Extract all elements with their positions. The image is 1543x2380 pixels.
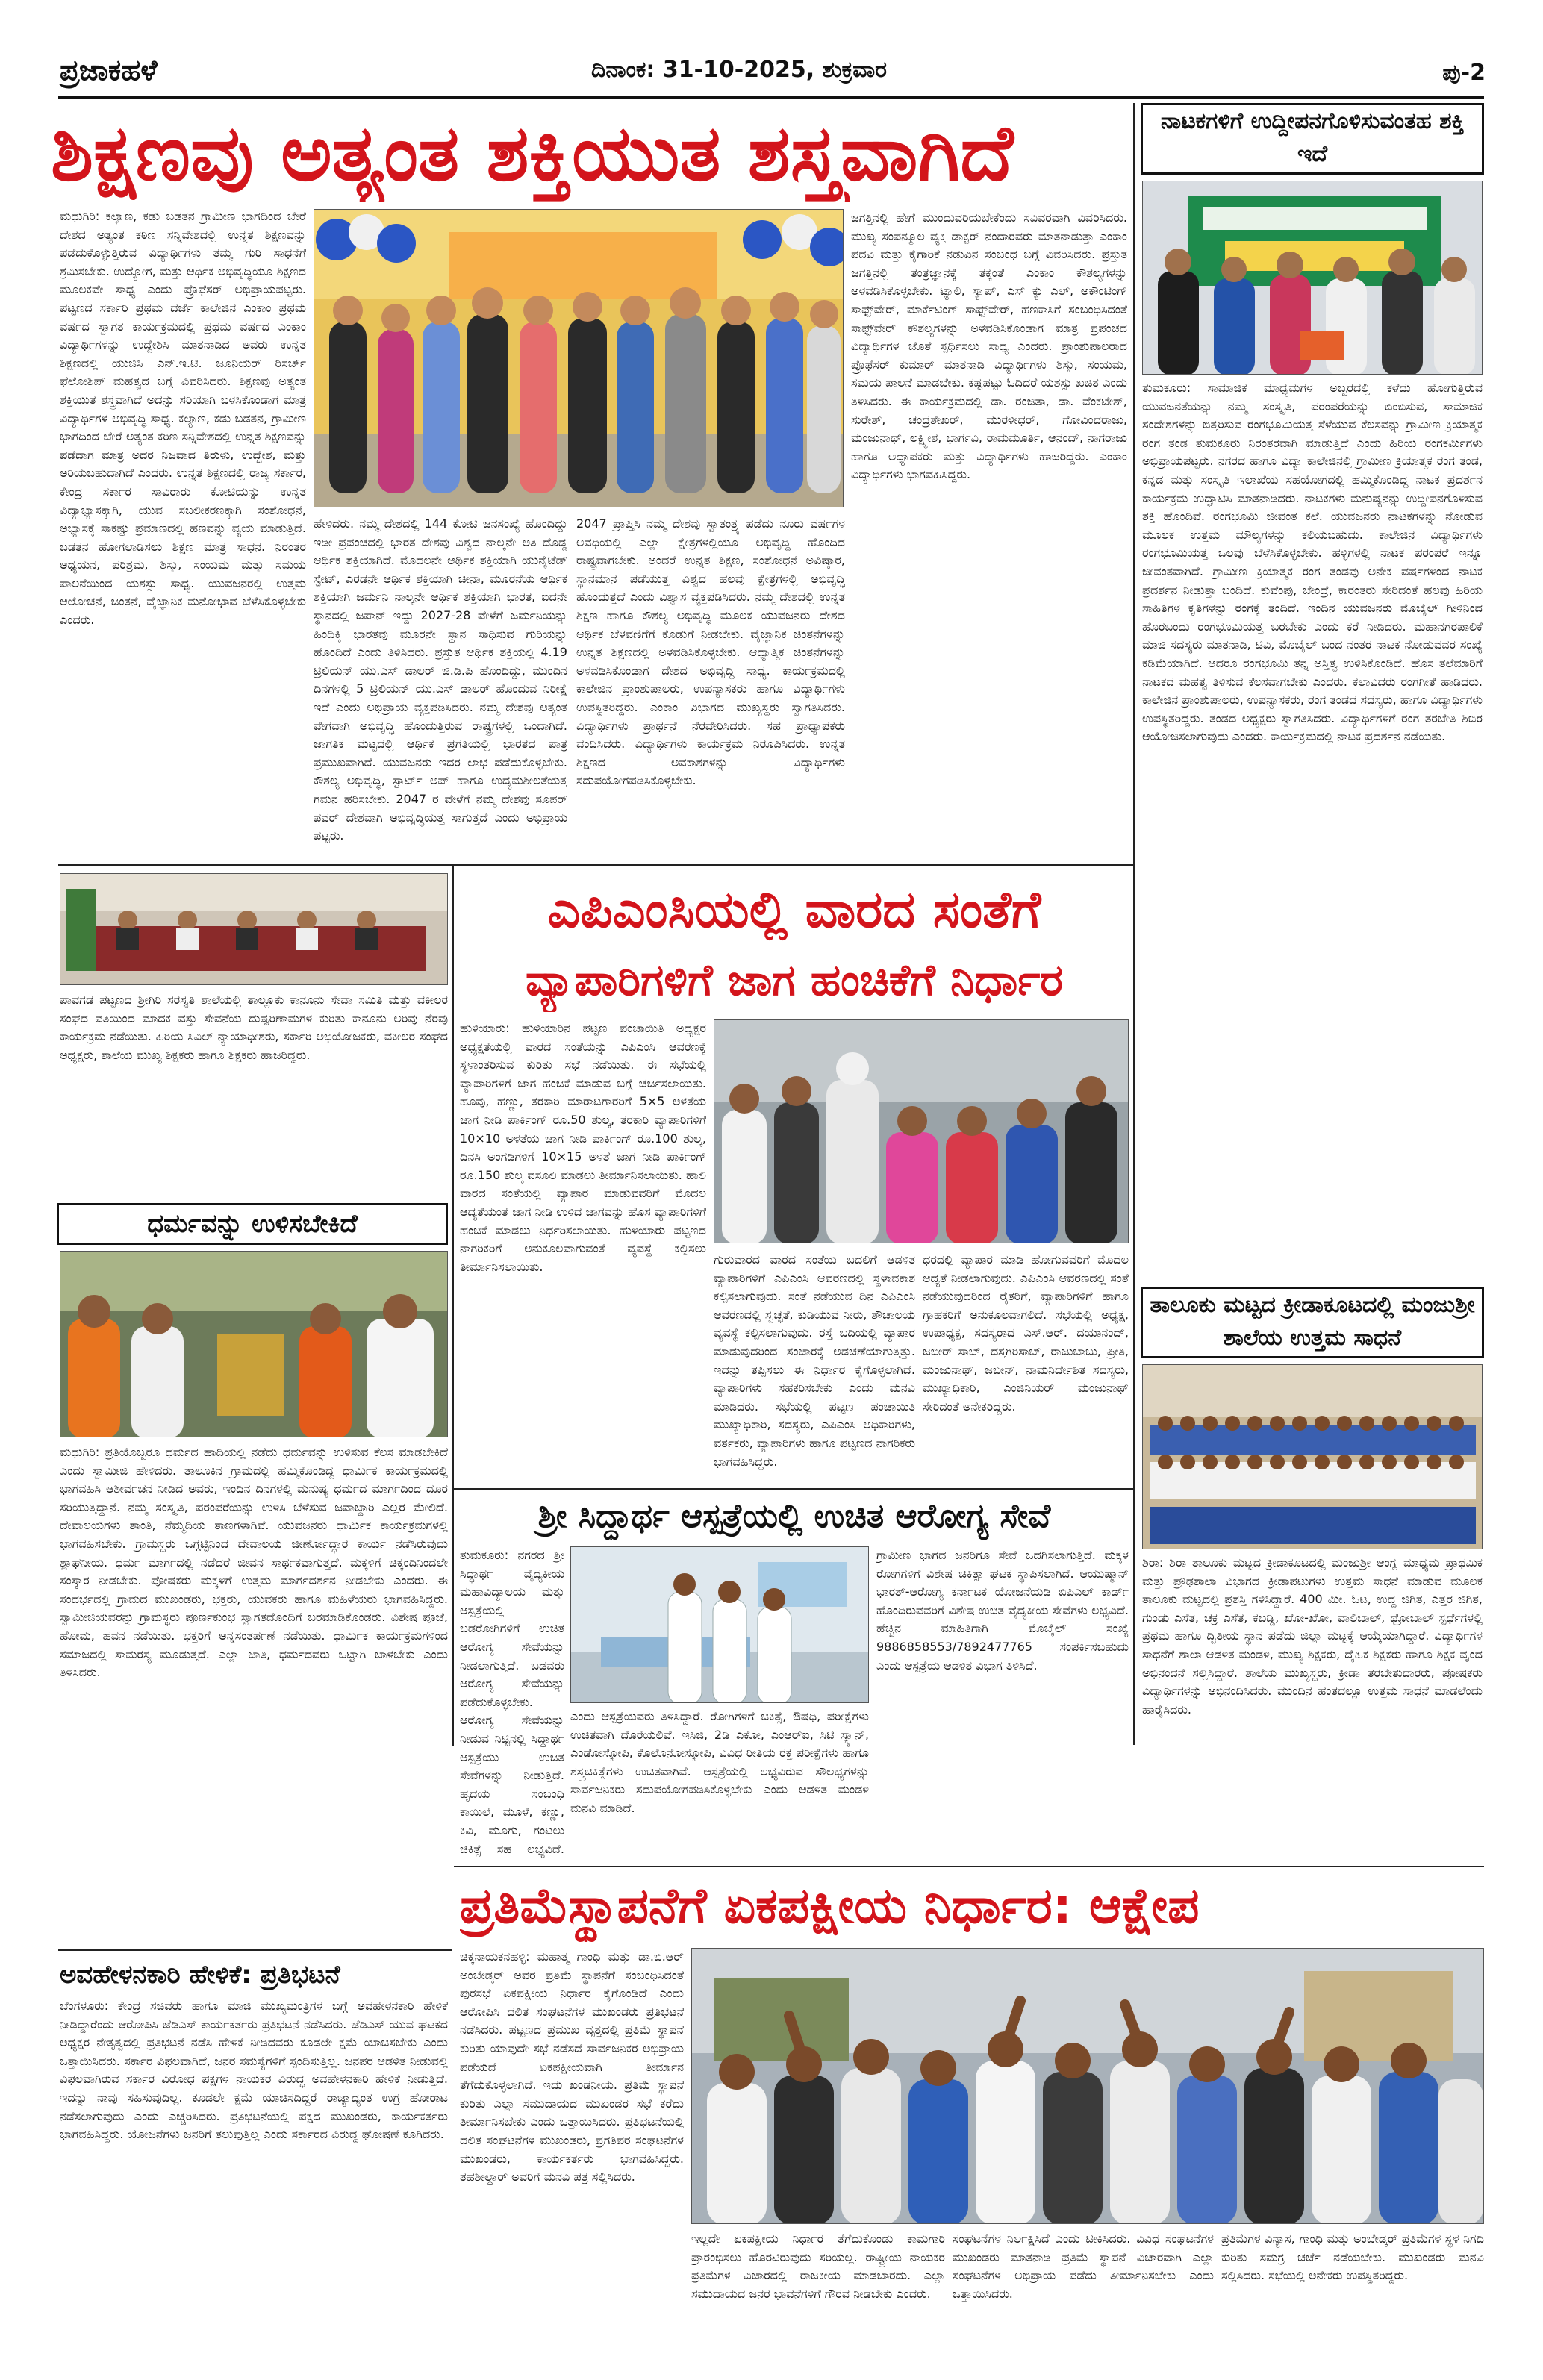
protest-text: ಬೆಂಗಳೂರು: ಕೇಂದ್ರ ಸಚಿವರು ಹಾಗೂ ಮಾಜಿ ಮುಖ್ಯಮಂತ್ರಿಗಳ ಬಗ್ಗೆ ಅವಹೇಳನಕಾರಿ ಹೇಳಿಕೆ ನೀಡಿದ್ದಾರೆಂದು ಆರೋಪಿಸಿ ಜೆಡಿಎಸ್ ಕಾರ್ಯಕರ್ತರು ಪ್ರತಿಭಟನೆ ನಡೆಸಿದರು. ಜೆಡಿಎಸ್ ಯುವ ಘಟಕದ ಅಧ್ಯಕ್ಷರ ನೇತೃತ್ವದಲ್ಲಿ ಪ್ರತಿಭಟನೆ ನಡೆಸಿ ಹೇಳಿಕೆ ನೀಡಿದವರು ಕೂಡಲೇ ಕ್ಷಮೆ ಯಾಚಿಸಬೇಕು ಎಂದು ಒತ್ತಾಯಿಸಿದರು. ಸರ್ಕಾರ ವಿಫಲವಾಗಿದೆ, ಜನರ ಸಮಸ್ಯೆಗಳಿಗೆ ಸ್ಪಂದಿಸುತ್ತಿಲ್ಲ. ಜನಪರ ಆಡಳಿತ ನೀಡುವಲ್ಲಿ ವಿಫಲವಾಗಿರುವ ಸರ್ಕಾರ ವಿರೋಧ ಪಕ್ಷಗಳ ನಾಯಕರ ವಿರುದ್ಧ ಅವಹೇಳನಕಾರಿ ಹೇಳಿಕೆ ನೀಡುತ್ತಿದೆ. ಇದನ್ನು ನಾವು ಸಹಿಸುವುದಿಲ್ಲ. ಕೂಡಲೇ ಕ್ಷಮೆ ಯಾಚಿಸದಿದ್ದರೆ ರಾಜ್ಯಾದ್ಯಂತ ಉಗ್ರ ಹೋರಾಟ ನಡೆಸಲಾಗುವುದು ಎಂದು ಎಚ್ಚರಿಸಿದರು. ಪ್ರತಿಭಟನೆಯಲ್ಲಿ ಪಕ್ಷದ ಮುಖಂಡರು, ಕಾರ್ಯಕರ್ತರು ಭಾಗವಹಿಸಿದ್ದರು. ಯೋಜನೆಗಳು ಜನರಿಗೆ ತಲುಪುತ್ತಿಲ್ಲ ಎಂದು ಸರ್ಕಾರದ ವಿರುದ್ಧ ಘೋಷಣೆ ಕೂಗಿದರು. [60,1999,448,2142]
lead-headline: ಶಿಕ್ಷಣವು ಅತ್ಯಂತ ಶಕ್ತಿಯುತ ಶಸ್ತ್ರವಾಗಿದೆ [51,107,1014,199]
apmc-photo-meeting [714,1019,1129,1243]
issue-date: ದಿನಾಂಕ: 31-10-2025, ಶುಕ್ರವಾರ [590,57,888,83]
section-divider [454,1866,1484,1867]
sports-headline: ತಾಲೂಕು ಮಟ್ಟದ ಕ್ರೀಡಾಕೂಟದಲ್ಲಿ ಮಂಜುಶ್ರೀ ಶಾಲೆಯ ಉತ್ತಮ ಸಾಧನೆ [1150,1292,1475,1351]
statue-text-col4: ಪ್ರತಿಮೆಗಳ ವಿನ್ಯಾಸ, ಗಾಂಧಿ ಮತ್ತು ಅಂಬೇಡ್ಕರ್ ಪ್ರತಿಮೆಗಳ ಸ್ಥಳ ನಿಗದಿ ಕುರಿತು ಸಮಗ್ರ ಚರ್ಚೆ ನಡೆಯಬೇಕು. ಮುಖಂಡರು ಮನವಿ ಸಲ್ಲಿಸಿದರು. ಸಭೆಯಲ್ಲಿ ಅನೇಕರು ಉಪಸ್ಥಿತರಿದ್ದರು. [1221,2231,1484,2283]
theatre-photo-felicitation [1142,181,1483,375]
hospital-photo-ward [570,1546,869,1703]
hospital-text-col2: ಎಂದು ಆಸ್ಪತ್ರೆಯವರು ತಿಳಿಸಿದ್ದಾರೆ. ರೋಗಿಗಳಿಗೆ ಚಿಕಿತ್ಸೆ, ಔಷಧಿ, ಪರೀಕ್ಷೆಗಳು ಉಚಿತವಾಗಿ ದೊರೆಯಲಿವೆ. ಇಸಿಜಿ, 2ಡಿ ಎಕೋ, ಎಂಆರ್‌ಐ, ಸಿಟಿ ಸ್ಕ್ಯಾನ್, ಎಂಡೋಸ್ಕೋಪಿ, ಕೊಲೊನೋಸ್ಕೋಪಿ, ವಿವಿಧ ರೀತಿಯ ರಕ್ತ ಪರೀಕ್ಷೆಗಳು ಹಾಗೂ ಶಸ್ತ್ರಚಿಕಿತ್ಸೆಗಳು ಉಚಿತವಾಗಿವೆ. ಆಸ್ಪತ್ರೆಯಲ್ಲಿ ಲಭ್ಯವಿರುವ ಸೌಲಭ್ಯಗಳನ್ನು ಸಾರ್ವಜನಿಕರು ಸದುಪಯೋಗಪಡಿಸಿಕೊಳ್ಳಬೇಕು ಎಂದು ಆಡಳಿತ ಮಂಡಳಿ ಮನವಿ ಮಾಡಿದೆ. [570,1709,869,1815]
statue-headline: ಪ್ರತಿಮೆಸ್ಥಾಪನೆಗೆ ಏಕಪಕ್ಷೀಯ ನಿರ್ಧಾರ: ಆಕ್ಷೇಪ [460,1877,1200,1934]
section-divider [58,864,1133,866]
apmc-text-col1: ಹುಳಿಯಾರು: ಹುಳಿಯಾರಿನ ಪಟ್ಟಣ ಪಂಚಾಯಿತಿ ಅಧ್ಯಕ್ಷರ ಅಧ್ಯಕ್ಷತೆಯಲ್ಲಿ ವಾರದ ಸಂತೆಯನ್ನು ಎಪಿಎಂಸಿ ಆವರಣಕ್ಕೆ ಸ್ಥಳಾಂತರಿಸುವ ಕುರಿತು ಸಭೆ ನಡೆಯಿತು. ಈ ಸಭೆಯಲ್ಲಿ ವ್ಯಾಪಾರಿಗಳಿಗೆ ಜಾಗ ಹಂಚಿಕೆ ಮಾಡುವ ಬಗ್ಗೆ ಚರ್ಚಿಸಲಾಯಿತು. ಹೂವು, ಹಣ್ಣು, ತರಕಾರಿ ಮಾರಾಟಗಾರರಿಗೆ 5×5 ಅಳತೆಯ ಜಾಗ ನೀಡಿ ಪಾರ್ಕಿಂಗ್ ರೂ.50 ಶುಲ್ಕ, ತರಕಾರಿ ವ್ಯಾಪಾರಿಗಳಿಗೆ 10×10 ಅಳತೆಯ ಜಾಗ ನೀಡಿ ಪಾರ್ಕಿಂಗ್ ರೂ.100 ಶುಲ್ಕ, ದಿನಸಿ ಅಂಗಡಿಗಳಿಗೆ 10×15 ಅಳತೆ ಜಾಗ ನೀಡಿ ಪಾರ್ಕಿಂಗ್ ರೂ.150 ಶುಲ್ಕ ವಸೂಲಿ ಮಾಡಲು ತೀರ್ಮಾನಿಸಲಾಯಿತು. ಹಾಲಿ ವಾರದ ಸಂತೆಯಲ್ಲಿ ವ್ಯಾಪಾರ ಮಾಡುವವರಿಗೆ ಮೊದಲ ಆದ್ಯತೆಯಂತೆ ಜಾಗ ನೀಡಿ ಉಳಿದ ಜಾಗವನ್ನು ಹೊಸ ವ್ಯಾಪಾರಿಗಳಿಗೆ ಹಂಚಿಕೆ ಮಾಡಲು ನಿರ್ಧರಿಸಲಾಯಿತು. ಹುಳಿಯಾರು ಪಟ್ಟಣದ ನಾಗರಿಕರಿಗೆ ಅನುಕೂಲವಾಗುವಂತೆ ವ್ಯವಸ್ಥೆ ಕಲ್ಪಿಸಲು ತೀರ್ಮಾನಿಸಲಾಯಿತು. [460,1021,706,1274]
masthead-rule [58,96,1484,99]
dharma-headline: ಧರ್ಮವನ್ನು ಉಳಿಸಬೇಕಿದೆ [147,1209,358,1239]
sports-text: ಶಿರಾ: ಶಿರಾ ತಾಲೂಕು ಮಟ್ಟದ ಕ್ರೀಡಾಕೂಟದಲ್ಲಿ ಮಂಜುಶ್ರೀ ಆಂಗ್ಲ ಮಾಧ್ಯಮ ಪ್ರಾಥಮಿಕ ಮತ್ತು ಪ್ರೌಢಶಾಲಾ ವಿಭಾಗದ ಕ್ರೀಡಾಪಟುಗಳು ಉತ್ತಮ ಸಾಧನೆ ಮಾಡುವ ಮೂಲಕ ತಾಲೂಕು ಮಟ್ಟದಲ್ಲಿ ಪ್ರಶಸ್ತಿ ಗಳಿಸಿದ್ದಾರೆ. 400 ಮೀ. ಓಟ, ಉದ್ದ ಜಿಗಿತ, ಎತ್ತರ ಜಿಗಿತ, ಗುಂಡು ಎಸೆತ, ಚಕ್ರ ಎಸೆತ, ಕಬಡ್ಡಿ, ಖೋ-ಖೋ, ವಾಲಿಬಾಲ್, ಥ್ರೋಬಾಲ್ ಸ್ಪರ್ಧೆಗಳಲ್ಲಿ ಪ್ರಥಮ ಹಾಗೂ ದ್ವಿತೀಯ ಸ್ಥಾನ ಪಡೆದು ಜಿಲ್ಲಾ ಮಟ್ಟಕ್ಕೆ ಆಯ್ಕೆಯಾಗಿದ್ದಾರೆ. ವಿದ್ಯಾರ್ಥಿಗಳ ಸಾಧನೆಗೆ ಶಾಲಾ ಆಡಳಿತ ಮಂಡಳಿ, ಮುಖ್ಯ ಶಿಕ್ಷಕರು, ದೈಹಿಕ ಶಿಕ್ಷಕರು ಹಾಗೂ ಶಿಕ್ಷಕ ವೃಂದ ಅಭಿನಂದನೆ ಸಲ್ಲಿಸಿದ್ದಾರೆ. ಶಾಲೆಯ ಮುಖ್ಯಸ್ಥರು, ಕ್ರೀಡಾ ತರಬೇತುದಾರರು, ಪೋಷಕರು ವಿದ್ಯಾರ್ಥಿಗಳನ್ನು ಅಭಿನಂದಿಸಿದರು. ಮುಂದಿನ ಹಂತದಲ್ಲೂ ಉತ್ತಮ ಸಾಧನೆ ಮಾಡಲೆಂದು ಹಾರೈಸಿದರು. [1142,1555,1483,1717]
page-number: ಪು-2 [1442,60,1486,86]
theatre-headline-box [1141,103,1484,175]
hospital-text-col3: ಗ್ರಾಮೀಣ ಭಾಗದ ಜನರಿಗೂ ಸೇವೆ ಒದಗಿಸಲಾಗುತ್ತಿದೆ. ಮಕ್ಕಳ ರೋಗಗಳಿಗೆ ವಿಶೇಷ ಚಿಕಿತ್ಸಾ ಘಟಕ ಸ್ಥಾಪಿಸಲಾಗಿದೆ. ಆಯುಷ್ಮಾನ್ ಭಾರತ್-ಆರೋಗ್ಯ ಕರ್ನಾಟಕ ಯೋಜನೆಯಡಿ ಬಿಪಿಎಲ್ ಕಾರ್ಡ್ ಹೊಂದಿರುವವರಿಗೆ ವಿಶೇಷ ಉಚಿತ ವೈದ್ಯಕೀಯ ಸೇವೆಗಳು ಲಭ್ಯವಿದೆ. ಹೆಚ್ಚಿನ ಮಾಹಿತಿಗಾಗಿ ಮೊಬೈಲ್ ಸಂಖ್ಯೆ 9886858553/7892477765 ಸಂಪರ್ಕಿಸಬಹುದು ಎಂದು ಆಸ್ಪತ್ರೆಯ ಆಡಳಿತ ವಿಭಾಗ ತಿಳಿಸಿದೆ. [876,1548,1129,1672]
section-divider [454,1488,1133,1490]
lead-text-col3: 2047 ಪ್ರಾಪ್ತಿಸಿ ನಮ್ಮ ದೇಶವು ಸ್ವಾತಂತ್ರ್ಯ ಪಡೆದು ನೂರು ವರ್ಷಗಳ ಅವಧಿಯಲ್ಲಿ ಎಲ್ಲಾ ಕ್ಷೇತ್ರಗಳಲ್ಲಿಯೂ ಅಭಿವೃದ್ಧಿ ಹೊಂದಿದ ರಾಷ್ಟ್ರವಾಗಬೇಕು. ಅಂದರೆ ಉನ್ನತ ಶಿಕ್ಷಣ, ಸಂಶೋಧನೆ ಅವಿಷ್ಕಾರ, ಸ್ಥಾನಮಾನ ಪಡೆಯುತ್ತ ವಿಶ್ವದ ಹಲವು ಕ್ಷೇತ್ರಗಳಲ್ಲಿ ಅಭಿವೃದ್ಧಿ ಹೊಂದುತ್ತದೆ ಎಂದು ವಿಶ್ವಾಸ ವ್ಯಕ್ತಪಡಿಸಿದರು. ನಮ್ಮ ದೇಶದಲ್ಲಿ ಉನ್ನತ ಶಿಕ್ಷಣ ಹಾಗೂ ಕೌಶಲ್ಯ ಅಭಿವೃದ್ಧಿ ಮೂಲಕ ಯುವಜನರು ದೇಶದ ಆರ್ಥಿಕ ಬೆಳವಣಿಗೆಗೆ ಕೊಡುಗೆ ನೀಡಬೇಕು. ವೈಜ್ಞಾನಿಕ ಚಿಂತನೆಗಳನ್ನು ಉನ್ನತ ಶಿಕ್ಷಣದಲ್ಲಿ ಅಳವಡಿಸಿಕೊಳ್ಳಬೇಕು. ಆಧ್ಯಾತ್ಮಿಕ ಚಿಂತನೆಗಳನ್ನು ಅಳವಡಿಸಿಕೊಂಡಾಗ ದೇಶದ ಅಭಿವೃದ್ಧಿ ಸಾಧ್ಯ. ಕಾರ್ಯಕ್ರಮದಲ್ಲಿ ಕಾಲೇಜಿನ ಪ್ರಾಂಶುಪಾಲರು, ಉಪನ್ಯಾಸಕರು ಹಾಗೂ ವಿದ್ಯಾರ್ಥಿಗಳು ಉಪಸ್ಥಿತರಿದ್ದರು. ಎಂಕಾಂ ವಿಭಾಗದ ಮುಖ್ಯಸ್ಥರು ಸ್ವಾಗತಿಸಿದರು. ವಿದ್ಯಾರ್ಥಿಗಳು ಪ್ರಾರ್ಥನೆ ನೆರವೇರಿಸಿದರು. ಸಹ ಪ್ರಾಧ್ಯಾಪಕರು ವಂದಿಸಿದರು. ವಿದ್ಯಾರ್ಥಿಗಳು ಕಾರ್ಯಕ್ರಮ ನಿರೂಪಿಸಿದರು. ಉನ್ನತ ಶಿಕ್ಷಣದ ಅವಕಾಶಗಳನ್ನು ವಿದ್ಯಾರ್ಥಿಗಳು ಸದುಪಯೋಗಪಡಿಸಿಕೊಳ್ಳಬೇಕು. [576,516,845,788]
column-divider [1133,103,1135,1745]
statue-text-col1: ಚಿಕ್ಕನಾಯಕನಹಳ್ಳಿ: ಮಹಾತ್ಮ ಗಾಂಧಿ ಮತ್ತು ಡಾ.ಬಿ.ಆರ್ ಅಂಬೇಡ್ಕರ್ ಅವರ ಪ್ರತಿಮೆ ಸ್ಥಾಪನೆಗೆ ಸಂಬಂಧಿಸಿದಂತೆ ಪುರಸಭೆ ಏಕಪಕ್ಷೀಯ ನಿರ್ಧಾರ ಕೈಗೊಂಡಿದೆ ಎಂದು ಆರೋಪಿಸಿ ದಲಿತ ಸಂಘಟನೆಗಳ ಮುಖಂಡರು ಪ್ರತಿಭಟನೆ ನಡೆಸಿದರು. ಪಟ್ಟಣದ ಪ್ರಮುಖ ವೃತ್ತದಲ್ಲಿ ಪ್ರತಿಮೆ ಸ್ಥಾಪನೆ ಕುರಿತು ಯಾವುದೇ ಸಭೆ ನಡೆಸದೆ ಸಾರ್ವಜನಿಕರ ಅಭಿಪ್ರಾಯ ಪಡೆಯದೆ ಏಕಪಕ್ಷೀಯವಾಗಿ ತೀರ್ಮಾನ ತೆಗೆದುಕೊಳ್ಳಲಾಗಿದೆ. ಇದು ಖಂಡನೀಯ. ಪ್ರತಿಮೆ ಸ್ಥಾಪನೆ ಕುರಿತು ಎಲ್ಲಾ ಸಮುದಾಯದ ಮುಖಂಡರ ಸಭೆ ಕರೆದು ತೀರ್ಮಾನಿಸಬೇಕು ಎಂದು ಒತ್ತಾಯಿಸಿದರು. ಪ್ರತಿಭಟನೆಯಲ್ಲಿ ದಲಿತ ಸಂಘಟನೆಗಳ ಮುಖಂಡರು, ಪ್ರಗತಿಪರ ಸಂಘಟನೆಗಳ ಮುಖಂಡರು, ಕಾರ್ಯಕರ್ತರು ಭಾಗವಹಿಸಿದ್ದರು. ತಹಶೀಲ್ದಾರ್ ಅವರಿಗೆ ಮನವಿ ಪತ್ರ ಸಲ್ಲಿಸಿದರು. [460,1949,684,2184]
dharma-text: ಮಧುಗಿರಿ: ಪ್ರತಿಯೊಬ್ಬರೂ ಧರ್ಮದ ಹಾದಿಯಲ್ಲಿ ನಡೆದು ಧರ್ಮವನ್ನು ಉಳಿಸುವ ಕೆಲಸ ಮಾಡಬೇಕಿದೆ ಎಂದು ಸ್ವಾಮೀಜಿ ಹೇಳಿದರು. ತಾಲೂಕಿನ ಗ್ರಾಮದಲ್ಲಿ ಹಮ್ಮಿಕೊಂಡಿದ್ದ ಧಾರ್ಮಿಕ ಕಾರ್ಯಕ್ರಮದಲ್ಲಿ ಭಾಗವಹಿಸಿ ಆಶೀರ್ವಚನ ನೀಡಿದ ಅವರು, ಇಂದಿನ ದಿನಗಳಲ್ಲಿ ಮನುಷ್ಯ ಧರ್ಮದ ಮಾರ್ಗದಿಂದ ದೂರ ಸರಿಯುತ್ತಿದ್ದಾನೆ. ನಮ್ಮ ಸಂಸ್ಕೃತಿ, ಪರಂಪರೆಯನ್ನು ಉಳಿಸಿ ಬೆಳೆಸುವ ಜವಾಬ್ದಾರಿ ಎಲ್ಲರ ಮೇಲಿದೆ. ದೇವಾಲಯಗಳು ಶಾಂತಿ, ನೆಮ್ಮದಿಯ ತಾಣಗಳಾಗಿವೆ. ಯುವಜನರು ಧಾರ್ಮಿಕ ಕಾರ್ಯಕ್ರಮಗಳಲ್ಲಿ ಭಾಗವಹಿಸಬೇಕು. ಗ್ರಾಮಸ್ಥರು ಒಗ್ಗಟ್ಟಿನಿಂದ ದೇವಾಲಯ ಜೀರ್ಣೋದ್ಧಾರ ಕಾರ್ಯ ನಡೆಸಿರುವುದು ಶ್ಲಾಘನೀಯ. ಧರ್ಮ ಮಾರ್ಗದಲ್ಲಿ ನಡೆದರೆ ಜೀವನ ಸಾರ್ಥಕವಾಗುತ್ತದೆ. ಮಕ್ಕಳಿಗೆ ಚಿಕ್ಕಂದಿನಿಂದಲೇ ಸಂಸ್ಕಾರ ನೀಡಬೇಕು. ಪೋಷಕರು ಮಕ್ಕಳಿಗೆ ಉತ್ತಮ ಮಾರ್ಗದರ್ಶನ ನೀಡಬೇಕು ಎಂದರು. ಈ ಸಂದರ್ಭದಲ್ಲಿ ಗ್ರಾಮದ ಮುಖಂಡರು, ಭಕ್ತರು, ಯುವಕರು ಹಾಗೂ ಮಹಿಳೆಯರು ಭಾಗವಹಿಸಿದ್ದರು. ಸ್ವಾಮೀಜಿಯವರನ್ನು ಗ್ರಾಮಸ್ಥರು ಪೂರ್ಣಕುಂಭ ಸ್ವಾಗತದೊಂದಿಗೆ ಬರಮಾಡಿಕೊಂಡರು. ವಿಶೇಷ ಪೂಜೆ, ಹೋಮ, ಹವನ ನಡೆಯಿತು. ಭಕ್ತರಿಗೆ ಅನ್ನಸಂತರ್ಪಣೆ ನಡೆಯಿತು. ಧಾರ್ಮಿಕ ಕಾರ್ಯಕ್ರಮಗಳಿಂದ ಸಮಾಜದಲ್ಲಿ ಸಾಮರಸ್ಯ ಮೂಡುತ್ತದೆ. ಎಲ್ಲಾ ಜಾತಿ, ಧರ್ಮದವರು ಒಟ್ಟಾಗಿ ಬಾಳಬೇಕು ಎಂದು ತಿಳಿಸಿದರು. [60,1445,448,1680]
apmc-headline-line2: ವ್ಯಾಪಾರಿಗಳಿಗೆ ಜಾಗ ಹಂಚಿಕೆಗೆ ನಿರ್ಧಾರ [526,955,1063,1005]
statue-text-col3: ಸಂಘಟನೆಗಳ ನಿರ್ಲಕ್ಷಿಸಿದೆ ಎಂದು ಟೀಕಿಸಿದರು. ವಿವಿಧ ಸಂಘಟನೆಗಳ ಮುಖಂಡರು ಮಾತನಾಡಿ ಪ್ರತಿಮೆ ಸ್ಥಾಪನೆ ವಿಚಾರವಾಗಿ ಎಲ್ಲಾ ಸಂಘಟನೆಗಳ ಅಭಿಪ್ರಾಯ ಪಡೆದು ತೀರ್ಮಾನಿಸಬೇಕು ಎಂದು ಒತ್ತಾಯಿಸಿದರು. [953,2231,1214,2301]
hospital-text-col1: ತುಮಕೂರು: ನಗರದ ಶ್ರೀ ಸಿದ್ಧಾರ್ಥ ವೈದ್ಯಕೀಯ ಮಹಾವಿದ್ಯಾಲಯ ಮತ್ತು ಆಸ್ಪತ್ರೆಯಲ್ಲಿ ಬಡರೋಗಿಗಳಿಗೆ ಉಚಿತ ಆರೋಗ್ಯ ಸೇವೆಯನ್ನು ನೀಡಲಾಗುತ್ತಿದೆ. ಬಡವರು ಆರೋಗ್ಯ ಸೇವೆಯನ್ನು ಪಡೆದುಕೊಳ್ಳಬೇಕು. ಆರೋಗ್ಯ ಸೇವೆಯನ್ನು ನೀಡುವ ನಿಟ್ಟಿನಲ್ಲಿ ಸಿದ್ಧಾರ್ಥ ಆಸ್ಪತ್ರೆಯು ಉಚಿತ ಸೇವೆಗಳನ್ನು ನೀಡುತ್ತಿದೆ. ಹೃದಯ ಸಂಬಂಧಿ ಕಾಯಿಲೆ, ಮೂಳೆ, ಕಣ್ಣು, ಕಿವಿ, ಮೂಗು, ಗಂಟಲು ಚಿಕಿತ್ಸೆ ಸಹ ಲಭ್ಯವಿದೆ. [460,1548,564,1856]
protest-headline: ಅವಹೇಳನಕಾರಿ ಹೇಳಿಕೆ: ಪ್ರತಿಭಟನೆ [60,1960,340,1990]
legal-awareness-photo [60,873,448,985]
theatre-headline: ನಾಟಕಗಳಿಗೆ ಉದ್ದೀಪನಗೊಳಿಸುವಂತಹ ಶಕ್ತಿ ಇದೆ [1160,108,1465,167]
theatre-text: ತುಮಕೂರು: ಸಾಮಾಜಿಕ ಮಾಧ್ಯಮಗಳ ಅಬ್ಬರದಲ್ಲಿ ಕಳೆದು ಹೋಗುತ್ತಿರುವ ಯುವಜನತೆಯನ್ನು ನಮ್ಮ ಸಂಸ್ಕೃತಿ, ಪರಂಪರೆಯನ್ನು ಬಿಂಬಿಸುವ, ಸಾಮಾಜಿಕ ಸಂದೇಶಗಳನ್ನು ಬಿತ್ತರಿಸುವ ರಂಗಭೂಮಿಯತ್ತ ಸೆಳೆಯುವ ಕೆಲಸವನ್ನು ಗ್ರಾಮೀಣ ಕ್ರಿಯಾತ್ಮಕ ರಂಗ ತಂಡ ತುಮಕೂರು ನಿರಂತರವಾಗಿ ಮಾಡುತ್ತಿದೆ ಎಂದು ಹಿರಿಯ ರಂಗಕರ್ಮಿಗಳು ಅಭಿಪ್ರಾಯಪಟ್ಟರು. ನಗರದ ಹಾಗೂ ವಿದ್ಯಾ ಕಾಲೇಜಿನಲ್ಲಿ ಗ್ರಾಮೀಣ ಕ್ರಿಯಾತ್ಮಕ ರಂಗ ತಂಡ, ಕನ್ನಡ ಮತ್ತು ಸಂಸ್ಕೃತಿ ಇಲಾಖೆಯ ಸಹಯೋಗದಲ್ಲಿ ಹಮ್ಮಿಕೊಂಡಿದ್ದ ನಾಟಕ ಪ್ರದರ್ಶನ ಕಾರ್ಯಕ್ರಮ ಉದ್ಘಾಟಿಸಿ ಮಾತನಾಡಿದರು. ನಾಟಕಗಳು ಮನುಷ್ಯನನ್ನು ಉದ್ದೀಪನಗೊಳಿಸುವ ಶಕ್ತಿ ಹೊಂದಿವೆ. ರಂಗಭೂಮಿ ಜೀವಂತ ಕಲೆ. ಯುವಜನರು ನಾಟಕಗಳನ್ನು ನೋಡುವ ಮೂಲಕ ಉತ್ತಮ ಮೌಲ್ಯಗಳನ್ನು ಕಲಿಯಬಹುದು. ಕಾಲೇಜಿನ ವಿದ್ಯಾರ್ಥಿಗಳು ರಂಗಭೂಮಿಯತ್ತ ಒಲವು ಬೆಳೆಸಿಕೊಳ್ಳಬೇಕು. ಹಳ್ಳಿಗಳಲ್ಲಿ ನಾಟಕ ಪರಂಪರೆ ಇನ್ನೂ ಜೀವಂತವಾಗಿದೆ. ಗ್ರಾಮೀಣ ಕ್ರಿಯಾತ್ಮಕ ರಂಗ ತಂಡವು ಅನೇಕ ವರ್ಷಗಳಿಂದ ನಾಟಕ ಪ್ರದರ್ಶನ ನೀಡುತ್ತಾ ಬಂದಿದೆ. ಕುವೆಂಪು, ಬೇಂದ್ರೆ, ಕಾರಂತರು ಸೇರಿದಂತೆ ಹಲವು ಹಿರಿಯ ಸಾಹಿತಿಗಳ ಕೃತಿಗಳನ್ನು ರಂಗಕ್ಕೆ ತಂದಿದೆ. ಇಂದಿನ ಯುವಜನರು ಮೊಬೈಲ್ ಗೀಳಿನಿಂದ ಹೊರಬಂದು ರಂಗಭೂಮಿಯತ್ತ ಬರಬೇಕು ಎಂದು ಕರೆ ನೀಡಿದರು. ಮಹಾನಗರಪಾಲಿಕೆ ಮಾಜಿ ಸದಸ್ಯರು ಮಾತನಾಡಿ, ಟಿವಿ, ಮೊಬೈಲ್ ಬಂದ ನಂತರ ನಾಟಕ ನೋಡುವವರ ಸಂಖ್ಯೆ ಕಡಿಮೆಯಾಗಿದೆ. ಆದರೂ ರಂಗಭೂಮಿ ತನ್ನ ಅಸ್ತಿತ್ವ ಉಳಿಸಿಕೊಂಡಿದೆ. ಹೊಸ ತಲೆಮಾರಿಗೆ ನಾಟಕದ ಮಹತ್ವ ತಿಳಿಸುವ ಕೆಲಸವಾಗಬೇಕು ಎಂದರು. ಕಲಾವಿದರು ರಂಗಗೀತೆ ಹಾಡಿದರು. ಕಾಲೇಜಿನ ಪ್ರಾಂಶುಪಾಲರು, ಉಪನ್ಯಾಸಕರು, ರಂಗ ತಂಡದ ಸದಸ್ಯರು, ಹಾಗೂ ವಿದ್ಯಾರ್ಥಿಗಳು ಉಪಸ್ಥಿತರಿದ್ದರು. ತಂಡದ ಅಧ್ಯಕ್ಷರು ಸ್ವಾಗತಿಸಿದರು. ವಿದ್ಯಾರ್ಥಿಗಳಿಗೆ ರಂಗ ತರಬೇತಿ ಶಿಬಿರ ಆಯೋಜಿಸಲಾಗುವುದು ಎಂದರು. ಕಾರ್ಯಕ್ರಮದಲ್ಲಿ ನಾಟಕ ಪ್ರದರ್ಶನ ನಡೆಯಿತು. [1142,381,1483,744]
column-divider [452,866,454,1746]
sports-photo-students [1142,1364,1483,1549]
lead-text-col1: ಮಧುಗಿರಿ: ಕಲ್ಯಾಣ, ಕಡು ಬಡತನ ಗ್ರಾಮೀಣ ಭಾಗದಿಂದ ಬೇರೆ ದೇಶದ ಅತ್ಯಂತ ಕಠಿಣ ಸನ್ನಿವೇಶದಲ್ಲಿ ಉನ್ನತ ಶಿಕ್ಷಣವನ್ನು ಪಡೆದುಕೊಳ್ಳುತ್ತಿರುವ ವಿದ್ಯಾರ್ಥಿಗಳು ತಮ್ಮ ಗುರಿ ಸಾಧನೆಗೆ ಶ್ರಮಿಸಬೇಕು. ಉದ್ಯೋಗ, ಮತ್ತು ಆರ್ಥಿಕ ಅಭಿವೃದ್ಧಿಯೂ ಶಿಕ್ಷಣದ ಮೂಲಕವೇ ಸಾಧ್ಯ ಎಂದು ಪ್ರೊಫೆಸರ್ ಅಭಿಪ್ರಾಯಪಟ್ಟರು. ಪಟ್ಟಣದ ಸರ್ಕಾರಿ ಪ್ರಥಮ ದರ್ಜೆ ಕಾಲೇಜಿನ ಎಂಕಾಂ ಪ್ರಥಮ ವರ್ಷದ ಸ್ವಾಗತ ಕಾರ್ಯಕ್ರಮದಲ್ಲಿ ಪ್ರಥಮ ವರ್ಷದ ಎಂಕಾಂ ವಿದ್ಯಾರ್ಥಿಗಳನ್ನು ಉದ್ದೇಶಿಸಿ ಮಾತನಾಡಿದ ಅವರು ಉನ್ನತ ಶಿಕ್ಷಣದಲ್ಲಿ ಯುಜಿಸಿ ಎನ್.ಇ.ಟಿ. ಜೂನಿಯರ್ ರಿಸರ್ಚ್ ಫೆಲೋಶಿಪ್ ಮಹತ್ವದ ಬಗ್ಗೆ ವಿವರಿಸಿದರು. ಶಿಕ್ಷಣವು ಅತ್ಯಂತ ಶಕ್ತಿಯುತ ಶಸ್ತ್ರವಾಗಿದೆ ಅದನ್ನು ಸರಿಯಾಗಿ ಬಳಸಿಕೊಂಡಾಗ ಮಾತ್ರ ವಿದ್ಯಾರ್ಥಿಗಳ ಅಭಿವೃದ್ಧಿ ಸಾಧ್ಯ. ಕಲ್ಯಾಣ, ಕಡು ಬಡತನ, ಗ್ರಾಮೀಣ ಭಾಗದಿಂದ ಬೇರೆ ಅತ್ಯಂತ ಕಠಿಣ ಸನ್ನಿವೇಶದಲ್ಲಿ ಉನ್ನತ ಶಿಕ್ಷಣವನ್ನು ಪಡೆದಾಗ ಮಾತ್ರ ಅದರ ನಿಜವಾದ ತಿರುಳು, ಉದ್ದೇಶ, ಮತ್ತು ಅರಿಯಬಹುದಾಗಿದೆ ಎಂದರು. ಉನ್ನತ ಶಿಕ್ಷಣದಲ್ಲಿ ರಾಜ್ಯ ಸರ್ಕಾರ, ಕೇಂದ್ರ ಸರ್ಕಾರ ಸಾವಿರಾರು ಕೋಟಿಯನ್ನು ಉನ್ನತ ವಿದ್ಯಾಭ್ಯಾಸಕ್ಕಾಗಿ, ಯುವ ಸಬಲೀಕರಣಕ್ಕಾಗಿ ಸಂಶೋಧನೆ, ಅಭ್ಯಾಸಕ್ಕೆ ಸಾಕಷ್ಟು ಪ್ರಮಾಣದಲ್ಲಿ ಹಣವನ್ನು ವ್ಯಯ ಮಾಡುತ್ತಿದೆ. ಬಡತನ ಹೋಗಲಾಡಿಸಲು ಶಿಕ್ಷಣ ಮಾತ್ರ ಸಾಧನ. ನಿರಂತರ ಅಧ್ಯಯನ, ಪರಿಶ್ರಮ, ಶಿಸ್ತು, ಸಂಯಮ ಮತ್ತು ಸಮಯ ಪಾಲನೆಯಿಂದ ಯಶಸ್ಸು ಸಾಧ್ಯ. ಯುವಜನರಲ್ಲಿ ಉತ್ತಮ ಆಲೋಚನೆ, ಚಿಂತನೆ, ವೈಜ್ಞಾನಿಕ ಮನೋಭಾವ ಬೆಳೆಸಿಕೊಳ್ಳಬೇಕು ಎಂದರು. [60,209,306,628]
newspaper-name: ಪ್ರಜಾಕಹಳೆ [60,54,158,87]
lead-text-col4: ಜಗತ್ತಿನಲ್ಲಿ ಹೇಗೆ ಮುಂದುವರಿಯಬೇಕೆಂದು ಸವಿವರವಾಗಿ ವಿವರಿಸಿದರು. ಮುಖ್ಯ ಸಂಪನ್ಮೂಲ ವ್ಯಕ್ತಿ ಡಾಕ್ಟರ್ ನಂದಾರವರು ಮಾತನಾಡುತ್ತಾ ಎಂಕಾಂ ಪದವಿ ಮತ್ತು ಕೈಗಾರಿಕೆ ನಡುವಿನ ಸಂಬಂಧ ಬಗ್ಗೆ ವಿವರಿಸಿದರು. ಪ್ರಸ್ತುತ ಜಗತ್ತಿನಲ್ಲಿ ತಂತ್ರಜ್ಞಾನಕ್ಕೆ ತಕ್ಕಂತೆ ಎಂಕಾಂ ಕೌಶಲ್ಯಗಳನ್ನು ಅಳವಡಿಸಿಕೊಳ್ಳಬೇಕು. ಟ್ಯಾಲಿ, ಸ್ಯಾಪ್, ಎಸ್ ಕ್ಯು ಎಲ್, ಅಕೌಂಟಿಂಗ್ ಸಾಫ್ಟ್‌ವೇರ್, ಮಾರ್ಕೆಟಿಂಗ್ ಸಾಫ್ಟ್‌ವೇರ್, ಹಣಕಾಸಿಗೆ ಸಂಬಂಧಿಸಿದಂತೆ ಸಾಫ್ಟ್‌ವೇರ್ ಕೌಶಲ್ಯಗಳನ್ನು ಅಳವಡಿಸಿಕೊಂಡಾಗ ಮಾತ್ರ ಪ್ರಪಂಚದ ವಿದ್ಯಾರ್ಥಿಗಳ ಜೊತೆ ಸ್ಪರ್ಧಿಸಲು ಸಾಧ್ಯ ಎಂದರು. ಪ್ರಾಂಶುಪಾಲರಾದ ಪ್ರೊಫೆಸರ್ ಕುಮಾರ್ ಮಾತನಾಡಿ ವಿದ್ಯಾರ್ಥಿಗಳು ಶಿಸ್ತು, ಸಂಯಮ, ಸಮಯ ಪಾಲನೆ ಮಾಡಬೇಕು. ಕಷ್ಟಪಟ್ಟು ಓದಿದರೆ ಯಶಸ್ಸು ಖಚಿತ ಎಂದು ತಿಳಿಸಿದರು. ಈ ಕಾರ್ಯಕ್ರಮದಲ್ಲಿ ಡಾ. ರಂಜಿತಾ, ಡಾ. ವೆಂಕಟೇಶ್, ಸುರೇಶ್, ಚಂದ್ರಶೇಖರ್, ಮುರಳೀಧರ್, ಗೋವಿಂದರಾಜು, ಮಂಜುನಾಥ್, ಲಕ್ಷ್ಮೀಶ, ಭಾರ್ಗವಿ, ರಾಮಮೂರ್ತಿ, ಆನಂದ್, ನಾಗರಾಜು ಹಾಗೂ ಅಧ್ಯಾಪಕರು ಮತ್ತು ವಿದ್ಯಾರ್ಥಿಗಳು ಹಾಜರಿದ್ದರು. ಎಂಕಾಂ ವಿದ್ಯಾರ್ಥಿಗಳು ಭಾಗವಹಿಸಿದ್ದರು. [851,210,1127,482]
hospital-headline: ಶ್ರೀ ಸಿದ್ಧಾರ್ಥ ಆಸ್ಪತ್ರೆಯಲ್ಲಿ ಉಚಿತ ಆರೋಗ್ಯ ಸೇವೆ [537,1497,1051,1535]
apmc-headline-line1: ಎಪಿಎಂಸಿಯಲ್ಲಿ ವಾರದ ಸಂತೆಗೆ [547,881,1041,940]
apmc-text-col2: ಗುರುವಾರದ ವಾರದ ಸಂತೆಯ ಬದಲಿಗೆ ಆಡಳಿತ ವ್ಯಾಪಾರಿಗಳಿಗೆ ಎಪಿಎಂಸಿ ಆವರಣದಲ್ಲಿ ಸ್ಥಳಾವಕಾಶ ಕಲ್ಪಿಸಲಾಗುವುದು. ಸಂತೆ ನಡೆಯುವ ದಿನ ಎಪಿಎಂಸಿ ಆವರಣದಲ್ಲಿ ಸ್ವಚ್ಛತೆ, ಕುಡಿಯುವ ನೀರು, ಶೌಚಾಲಯ ವ್ಯವಸ್ಥೆ ಕಲ್ಪಿಸಲಾಗುವುದು. ರಸ್ತೆ ಬದಿಯಲ್ಲಿ ವ್ಯಾಪಾರ ಮಾಡುವುದರಿಂದ ಸಂಚಾರಕ್ಕೆ ಅಡಚಣೆಯಾಗುತ್ತಿತ್ತು. ಇದನ್ನು ತಪ್ಪಿಸಲು ಈ ನಿರ್ಧಾರ ಕೈಗೊಳ್ಳಲಾಗಿದೆ. ವ್ಯಾಪಾರಿಗಳು ಸಹಕರಿಸಬೇಕು ಎಂದು ಮನವಿ ಮಾಡಿದರು. ಸಭೆಯಲ್ಲಿ ಪಟ್ಟಣ ಪಂಚಾಯಿತಿ ಮುಖ್ಯಾಧಿಕಾರಿ, ಸದಸ್ಯರು, ಎಪಿಎಂಸಿ ಅಧಿಕಾರಿಗಳು, ವರ್ತಕರು, ವ್ಯಾಪಾರಿಗಳು ಹಾಗೂ ಪಟ್ಟಣದ ನಾಗರಿಕರು ಭಾಗವಹಿಸಿದ್ದರು. [714,1252,915,1469]
dharma-headline-box [57,1203,448,1245]
dharma-photo-ceremony [60,1251,448,1437]
sports-headline-box [1141,1287,1484,1358]
statue-protest-photo [691,1948,1484,2224]
section-divider [58,1949,452,1951]
statue-text-col2: ಇಲ್ಲದೇ ಏಕಪಕ್ಷೀಯ ನಿರ್ಧಾರ ತೆಗೆದುಕೊಂಡು ಕಾಮಗಾರಿ ಪ್ರಾರಂಭಿಸಲು ಹೊರಟಿರುವುದು ಸರಿಯಲ್ಲ. ರಾಷ್ಟ್ರೀಯ ನಾಯಕರ ಪ್ರತಿಮೆಗಳ ವಿಚಾರದಲ್ಲಿ ರಾಜಕೀಯ ಮಾಡಬಾರದು. ಎಲ್ಲಾ ಸಮುದಾಯದ ಜನರ ಭಾವನೆಗಳಿಗೆ ಗೌರವ ನೀಡಬೇಕು ಎಂದರು. [691,2231,945,2301]
legal-awareness-caption: ಪಾವಗಡ ಪಟ್ಟಣದ ಶ್ರೀಗಿರಿ ಸರಸ್ವತಿ ಶಾಲೆಯಲ್ಲಿ ತಾಲ್ಲೂಕು ಕಾನೂನು ಸೇವಾ ಸಮಿತಿ ಮತ್ತು ವಕೀಲರ ಸಂಘದ ವತಿಯಿಂದ ಮಾದಕ ವಸ್ತು ಸೇವನೆಯ ದುಷ್ಪರಿಣಾಮಗಳ ಕುರಿತು ಕಾನೂನು ಅರಿವು ನೆರವು ಕಾರ್ಯಕ್ರಮ ನಡೆಯಿತು. ಹಿರಿಯ ಸಿವಿಲ್ ನ್ಯಾಯಾಧೀಶರು, ಸರ್ಕಾರಿ ಅಭಿಯೋಜಕರು, ವಕೀಲರ ಸಂಘದ ಅಧ್ಯಕ್ಷರು, ಶಾಲೆಯ ಮುಖ್ಯ ಶಿಕ್ಷಕರು ಹಾಗೂ ಶಿಕ್ಷಕರು ಹಾಜರಿದ್ದರು. [60,993,448,1062]
lead-photo-college-event [314,209,844,507]
apmc-text-col3: ಧರದಲ್ಲಿ ವ್ಯಾಪಾರ ಮಾಡಿ ಹೋಗುವವರಿಗೆ ಮೊದಲ ಆದ್ಯತೆ ನೀಡಲಾಗುವುದು. ಎಪಿಎಂಸಿ ಆವರಣದಲ್ಲಿ ಸಂತೆ ನಡೆಯುವುದರಿಂದ ರೈತರಿಗೆ, ವ್ಯಾಪಾರಿಗಳಿಗೆ ಹಾಗೂ ಗ್ರಾಹಕರಿಗೆ ಅನುಕೂಲವಾಗಲಿದೆ. ಸಭೆಯಲ್ಲಿ ಅಧ್ಯಕ್ಷ, ಉಪಾಧ್ಯಕ್ಷ, ಸದಸ್ಯರಾದ ಎಸ್.ಆರ್. ದಯಾನಂದ್, ಜಬೀರ್ ಸಾಬ್, ದಸ್ತಗಿರಿಸಾಬ್, ರಾಜುಬಾಬು, ಪ್ರೀತಿ, ಮಂಜುನಾಥ್, ಜಬೀನ್, ನಾಮನಿರ್ದೇಶಿತ ಸದಸ್ಯರು, ಮುಖ್ಯಾಧಿಕಾರಿ, ಎಂಜಿನಿಯರ್ ಮಂಜುನಾಥ್ ಸೇರಿದಂತೆ ಅನೇಕರಿದ್ದರು. [923,1252,1129,1414]
lead-text-col2: ಹೇಳಿದರು. ನಮ್ಮ ದೇಶದಲ್ಲಿ 144 ಕೋಟಿ ಜನಸಂಖ್ಯೆ ಹೊಂದಿದ್ದು ಇಡೀ ಪ್ರಪಂಚದಲ್ಲಿ ಭಾರತ ದೇಶವು ವಿಶ್ವದ ನಾಲ್ಕನೇ ಅತಿ ದೊಡ್ಡ ಆರ್ಥಿಕ ಶಕ್ತಿಯಾಗಿದೆ. ಮೊದಲನೇ ಆರ್ಥಿಕ ಶಕ್ತಿಯಾಗಿ ಯುನೈಟೆಡ್ ಸ್ಟೇಟ್, ಎರಡನೇ ಆರ್ಥಿಕ ಶಕ್ತಿಯಾಗಿ ಚೀನಾ, ಮೂರನೆಯ ಆರ್ಥಿಕ ಶಕ್ತಿಯಾಗಿ ಜರ್ಮನಿ ನಾಲ್ಕನೇ ಆರ್ಥಿಕ ಶಕ್ತಿಯಾಗಿ ಭಾರತ, ಐದನೇ ಸ್ಥಾನದಲ್ಲಿ ಜಪಾನ್ ಇದ್ದು 2027-28 ವೇಳೆಗೆ ಜರ್ಮನಿಯನ್ನು ಹಿಂದಿಕ್ಕಿ ಭಾರತವು ಮೂರನೇ ಸ್ಥಾನ ಸಾಧಿಸುವ ಗುರಿಯನ್ನು ಹೊಂದಿದೆ ಎಂದು ತಿಳಿಸಿದರು. ಪ್ರಸ್ತುತ ಆರ್ಥಿಕ ಶಕ್ತಿಯಲ್ಲಿ 4.19 ಟ್ರಿಲಿಯನ್ ಯು.ಎಸ್ ಡಾಲರ್ ಜಿ.ಡಿ.ಪಿ ಹೊಂದಿದ್ದು, ಮುಂದಿನ ದಿನಗಳಲ್ಲಿ 5 ಟ್ರಿಲಿಯನ್ ಯು.ಎಸ್ ಡಾಲರ್ ಹೊಂದುವ ನಿರೀಕ್ಷೆ ಇದೆ ಎಂದು ಅಭಿಪ್ರಾಯ ವ್ಯಕ್ತಪಡಿಸಿದರು. ನಮ್ಮ ದೇಶವು ಅತ್ಯಂತ ವೇಗವಾಗಿ ಅಭಿವೃದ್ಧಿ ಹೊಂದುತ್ತಿರುವ ರಾಷ್ಟ್ರಗಳಲ್ಲಿ ಒಂದಾಗಿದೆ. ಜಾಗತಿಕ ಮಟ್ಟದಲ್ಲಿ ಆರ್ಥಿಕ ಪ್ರಗತಿಯಲ್ಲಿ ಭಾರತದ ಪಾತ್ರ ಪ್ರಮುಖವಾಗಿದೆ. ಯುವಜನರು ಇದರ ಲಾಭ ಪಡೆದುಕೊಳ್ಳಬೇಕು. ಕೌಶಲ್ಯ ಅಭಿವೃದ್ಧಿ, ಸ್ಟಾರ್ಟ್ ಅಪ್ ಹಾಗೂ ಉದ್ಯಮಶೀಲತೆಯತ್ತ ಗಮನ ಹರಿಸಬೇಕು. 2047 ರ ವೇಳೆಗೆ ನಮ್ಮ ದೇಶವು ಸೂಪರ್ ಪವರ್ ದೇಶವಾಗಿ ಅಭಿವೃದ್ಧಿಯತ್ತ ಸಾಗುತ್ತದೆ ಎಂದು ಅಭಿಪ್ರಾಯ ಪಟ್ಟರು. [314,516,567,843]
